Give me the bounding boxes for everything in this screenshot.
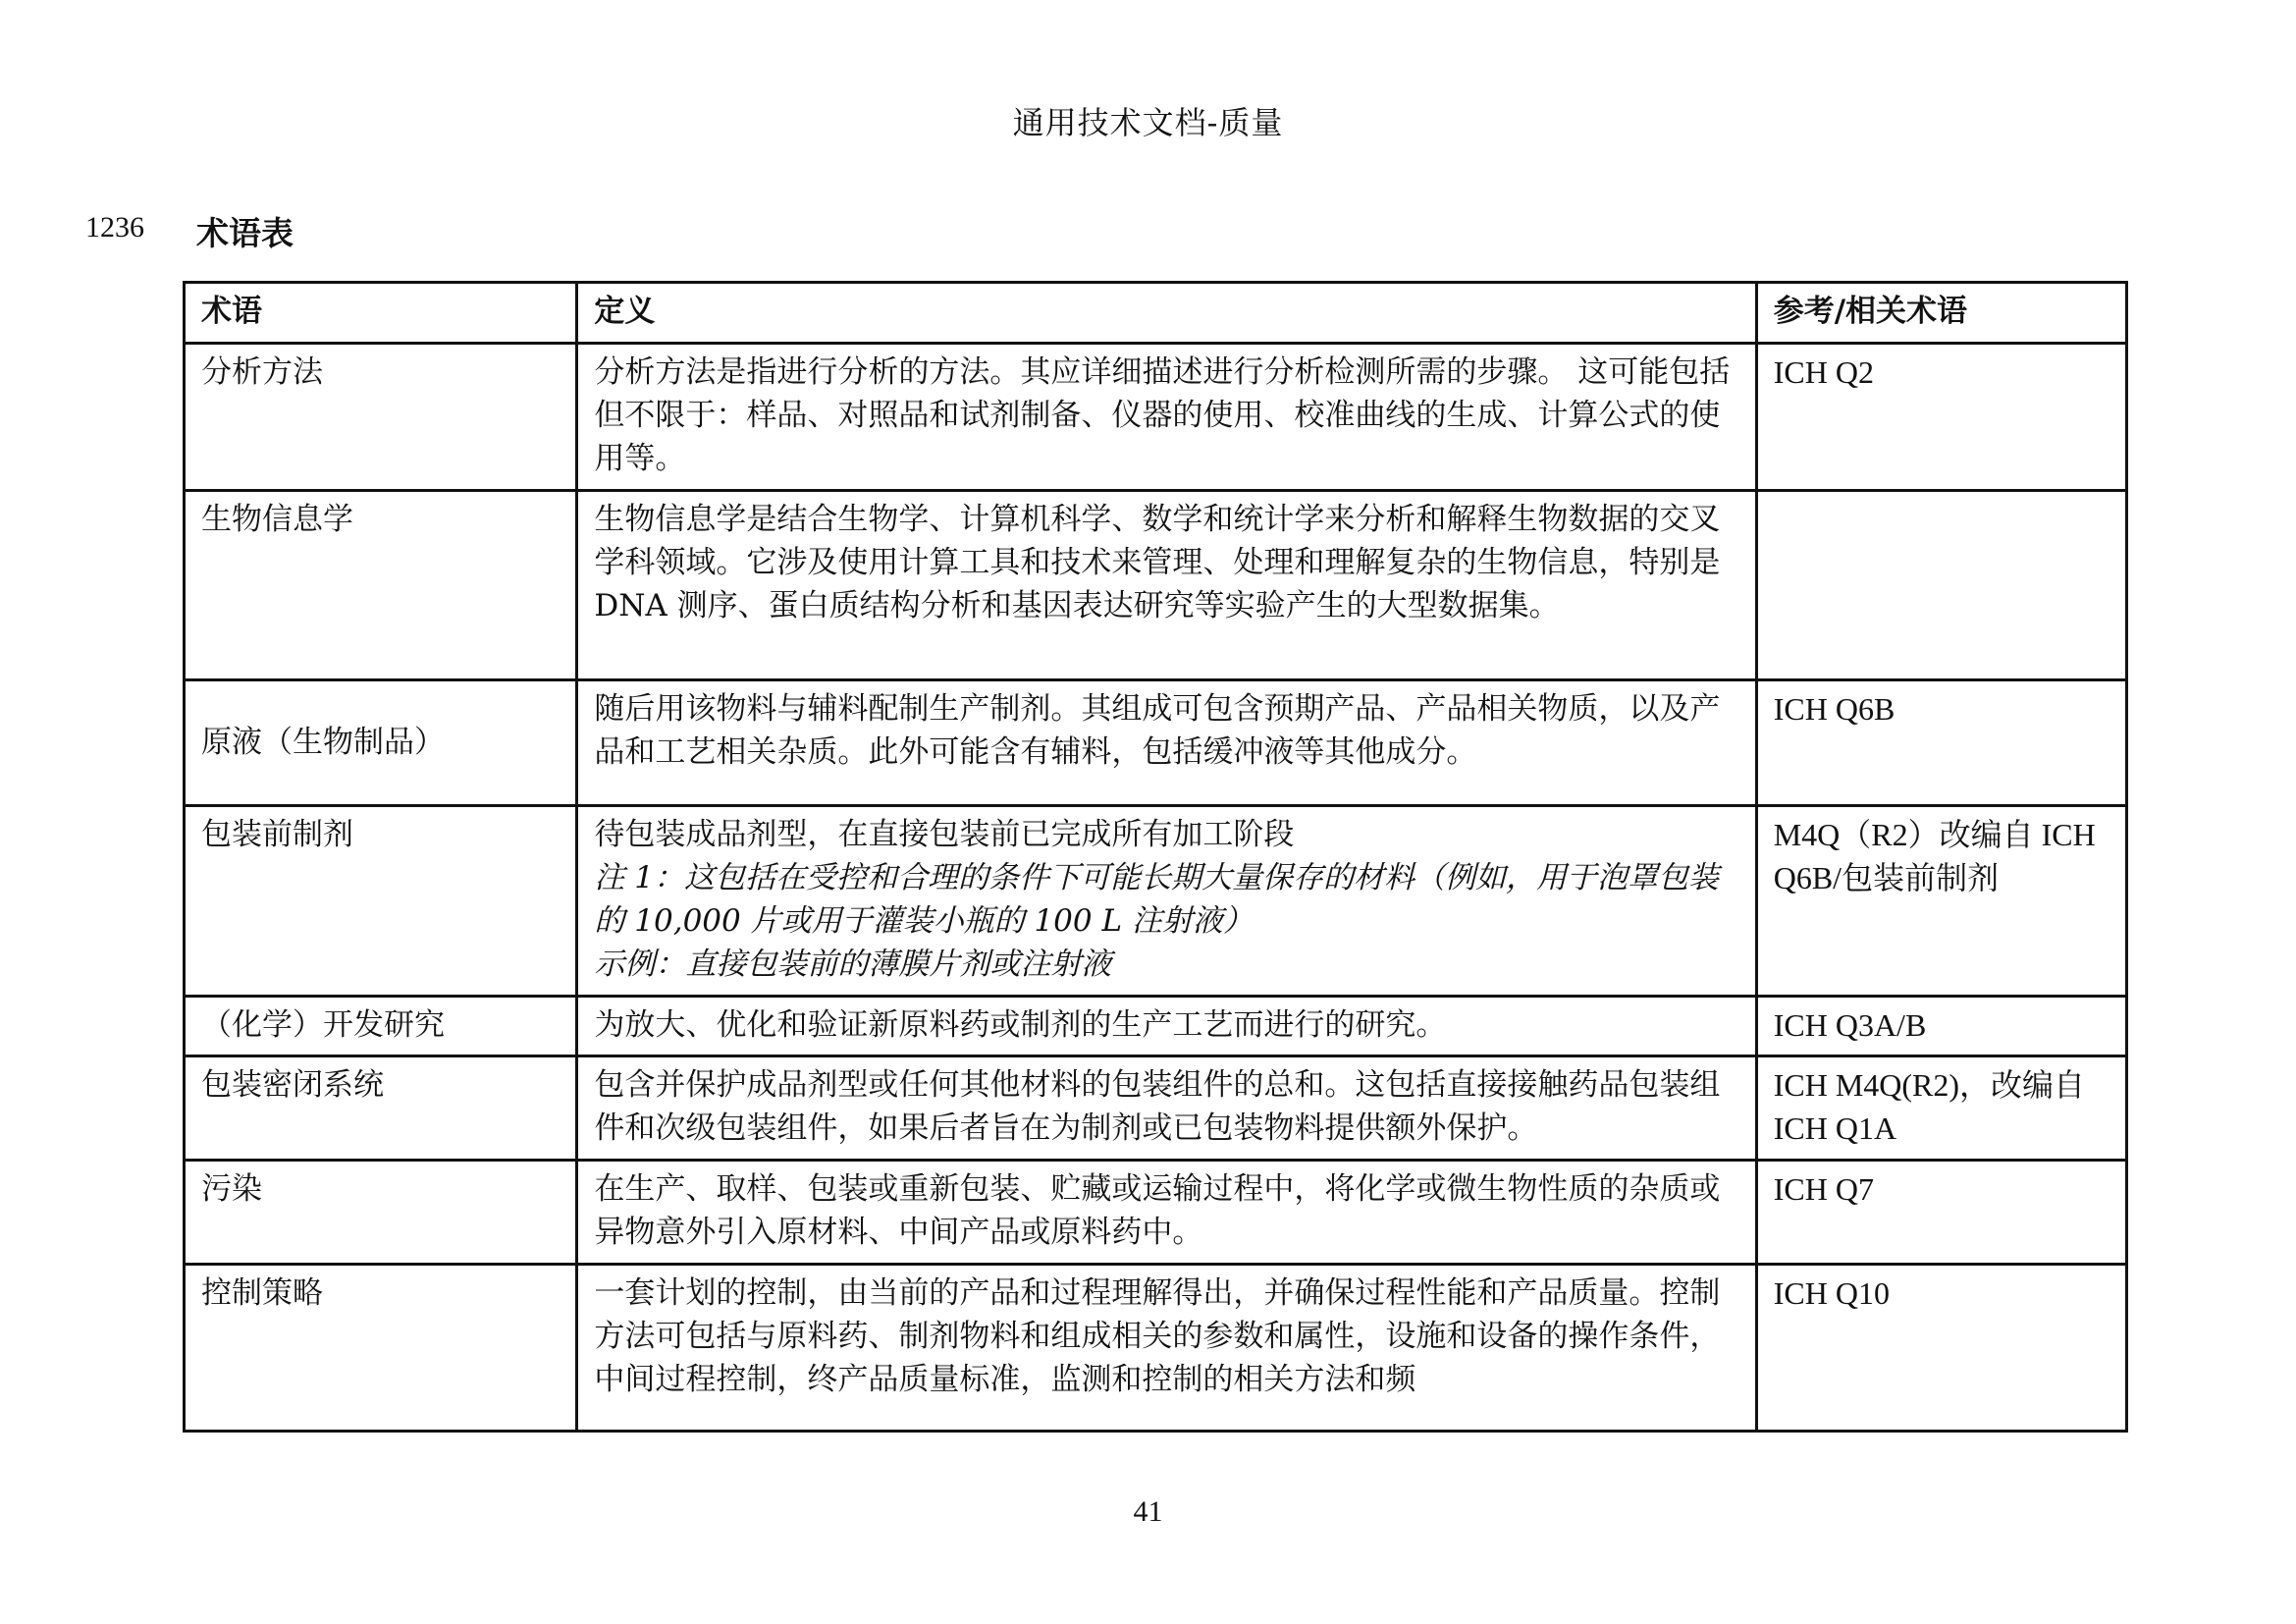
term-cell: 生物信息学 <box>185 491 577 680</box>
column-header-reference: 参考/相关术语 <box>1756 283 2126 344</box>
term-cell: 分析方法 <box>185 344 577 491</box>
definition-text: 待包装成品剂型，在直接包装前已完成所有加工阶段 <box>594 817 1295 852</box>
table-row <box>185 1056 2127 1161</box>
reference-cell: M4Q（R2）改编自 ICH Q6B/包装前制剂 <box>1756 806 2126 997</box>
document-header: 通用技术文档-质量 <box>1012 104 1284 141</box>
glossary-table <box>183 281 2128 1433</box>
reference-cell: ICH M4Q(R2)，改编自 ICH Q1A <box>1756 1056 2126 1161</box>
table-row <box>185 1161 2127 1265</box>
definition-cell: 生物信息学是结合生物学、计算机科学、数学和统计学来分析和解释生物数据的交叉学科领域。它涉及使用计算工具和技术来管理、处理和理解复杂的生物信息，特别是 DNA 测序、蛋白质结构分析和基因表达研究等实验产生的大型数据集。 <box>577 491 1756 680</box>
definition-cell: 随后用该物料与辅料配制生产制剂。其组成可包含预期产品、产品相关物质，以及产品和工艺相关杂质。此外可能含有辅料，包括缓冲液等其他成分。 <box>577 680 1756 806</box>
reference-cell: ICH Q3A/B <box>1756 997 2126 1056</box>
definition-note: 注 1：这包括在受控和合理的条件下可能长期大量保存的材料（例如，用于泡罩包装的 10,000 片或用于灌装小瓶的 100 L 注射液） <box>594 860 1719 939</box>
definition-cell: 包含并保护成品剂型或任何其他材料的包装组件的总和。这包括直接接触药品包装组件和次级包装组件，如果后者旨在为制剂或已包装物料提供额外保护。 <box>577 1056 1756 1161</box>
term-cell: （化学）开发研究 <box>185 997 577 1056</box>
term-cell: 包装密闭系统 <box>185 1056 577 1161</box>
definition-cell: 分析方法是指进行分析的方法。其应详细描述进行分析检测所需的步骤。 这可能包括但不限于：样品、对照品和试剂制备、仪器的使用、校准曲线的生成、计算公式的使用等。 <box>577 344 1756 491</box>
reference-cell: ICH Q7 <box>1756 1161 2126 1265</box>
column-header-term: 术语 <box>185 283 577 344</box>
definition-example: 示例：直接包装前的薄膜片剂或注射液 <box>594 947 1112 982</box>
definition-cell: 一套计划的控制，由当前的产品和过程理解得出，并确保过程性能和产品质量。控制方法可包括与原料药、制剂物料和组成相关的参数和属性，设施和设备的操作条件，中间过程控制，终产品质量标准，监测和控制的相关方法和频 <box>577 1265 1756 1432</box>
column-header-definition: 定义 <box>577 283 1756 344</box>
term-cell: 控制策略 <box>185 1265 577 1432</box>
table-row <box>185 491 2127 680</box>
section-title: 术语表 <box>196 214 294 252</box>
reference-cell: ICH Q10 <box>1756 1265 2126 1432</box>
line-number: 1236 <box>85 211 144 244</box>
table-row <box>185 997 2127 1056</box>
term-cell: 原液（生物制品） <box>185 680 577 806</box>
reference-cell <box>1756 491 2126 680</box>
table-row <box>185 1265 2127 1432</box>
page-number: 41 <box>1133 1495 1163 1528</box>
table-row <box>185 344 2127 491</box>
reference-cell: ICH Q2 <box>1756 344 2126 491</box>
definition-cell <box>577 806 1756 997</box>
definition-cell: 为放大、优化和验证新原料药或制剂的生产工艺而进行的研究。 <box>577 997 1756 1056</box>
term-cell: 污染 <box>185 1161 577 1265</box>
table-header-row <box>185 283 2127 344</box>
reference-cell: ICH Q6B <box>1756 680 2126 806</box>
table-row <box>185 806 2127 997</box>
term-cell: 包装前制剂 <box>185 806 577 997</box>
definition-cell: 在生产、取样、包装或重新包装、贮藏或运输过程中，将化学或微生物性质的杂质或异物意外引入原材料、中间产品或原料药中。 <box>577 1161 1756 1265</box>
table-row <box>185 680 2127 806</box>
